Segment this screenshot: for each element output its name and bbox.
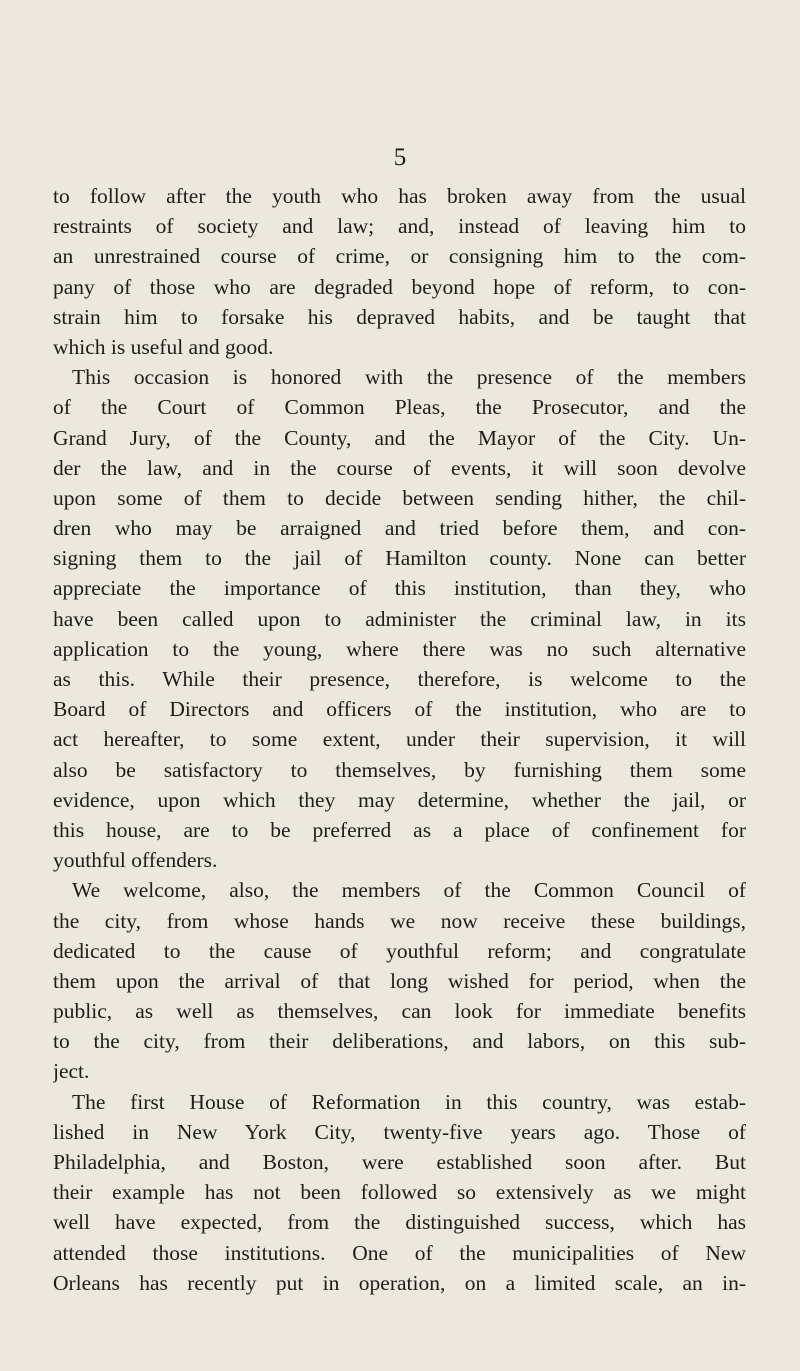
page-number: 5 [393, 144, 407, 171]
text-line: Board of Directors and officers of the institution, who are to [53, 697, 746, 722]
text-line: dedicated to the cause of youthful reform; and congratulate [53, 938, 746, 963]
text-line: ject. [53, 1059, 90, 1084]
text-line: lished in New York City, twenty-five years ago. Those of [53, 1119, 746, 1144]
text-line: Philadelphia, and Boston, were established soon after. But [53, 1150, 746, 1174]
text-line: have been called upon to administer the criminal law, in its [53, 606, 746, 631]
text-line: of the Court of Common Pleas, the Prosecutor, and the [53, 395, 746, 420]
text-line: strain him to forsake his depraved habits, and be taught that [53, 304, 746, 329]
text-line: as this. While their presence, therefore, is welcome to the [53, 667, 746, 691]
text-line: youthful offenders. [53, 848, 218, 873]
text-line: evidence, upon which they may determine, whether the jail, or [53, 787, 746, 812]
text-line: their example has not been followed so extensively as we might [53, 1180, 746, 1205]
text-line: an unrestrained course of crime, or consigning him to the com- [53, 244, 746, 269]
text-line: Grand Jury, of the County, and the Mayor of the City. Un- [53, 425, 746, 450]
text-line: der the law, and in the course of events, it will soon devolve [53, 455, 746, 480]
text-line: pany of those who are degraded beyond hope of reform, to con- [53, 274, 746, 299]
text-line: We welcome, also, the members of the Common Council of [72, 878, 746, 903]
text-line: act hereafter, to some extent, under their supervision, it will [53, 727, 746, 752]
text-line: This occasion is honored with the presence of the members [72, 365, 746, 390]
text-line: The first House of Reformation in this country, was estab- [72, 1089, 746, 1114]
text-line: restraints of society and law; and, instead of leaving him to [53, 214, 746, 239]
text-line: which is useful and good. [53, 334, 274, 359]
text-line: attended those institutions. One of the municipalities of New [53, 1240, 746, 1265]
text-line: Orleans has recently put in operation, on a limited scale, an in- [53, 1270, 746, 1295]
text-line: this house, are to be preferred as a place of confinement for [53, 817, 746, 842]
text-line: also be satisfactory to themselves, by furnishing them some [53, 757, 746, 782]
body-text [53, 181, 746, 1298]
text-line: the city, from whose hands we now receive these buildings, [53, 908, 746, 933]
text-line: public, as well as themselves, can look for immediate benefits [53, 999, 746, 1024]
text-line: signing them to the jail of Hamilton county. None can better [53, 546, 746, 571]
text-line: appreciate the importance of this institution, than they, who [53, 576, 746, 601]
text-line: to follow after the youth who has broken away from the usual [53, 184, 746, 208]
text-line: dren who may be arraigned and tried before them, and con- [53, 516, 746, 541]
text-line: well have expected, from the distinguished success, which has [53, 1210, 746, 1235]
text-line: application to the young, where there was no such alternative [53, 636, 746, 661]
text-line: upon some of them to decide between sending hither, the chil- [53, 485, 746, 510]
text-line: them upon the arrival of that long wished for period, when the [53, 968, 746, 993]
text-line: to the city, from their deliberations, and labors, on this sub- [53, 1029, 746, 1054]
